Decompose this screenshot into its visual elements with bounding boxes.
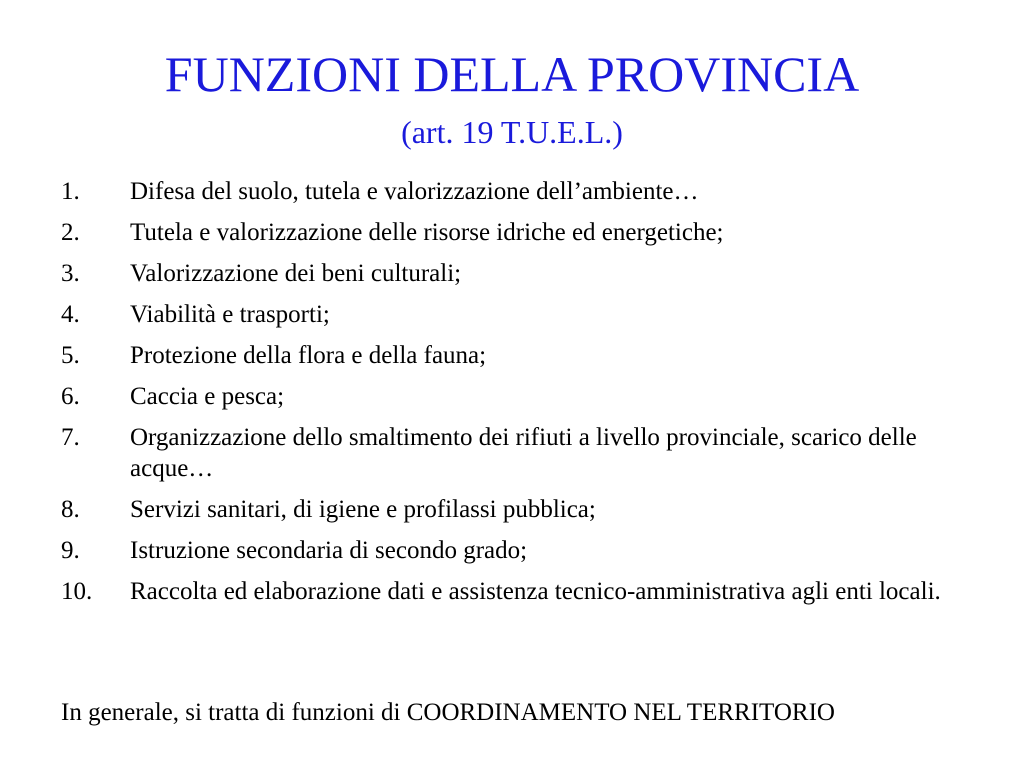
footer-note: In generale, si tratta di funzioni di COORDINAMENTO NEL TERRITORIO xyxy=(61,699,835,726)
list-item-number: 7. xyxy=(61,424,80,451)
list-item xyxy=(61,381,981,412)
list-item-number: 8. xyxy=(61,496,80,523)
list-item-number: 3. xyxy=(61,260,80,287)
list-item-text: Difesa del suolo, tutela e valorizzazione dell’ambiente… xyxy=(130,178,699,205)
list-item-text: Valorizzazione dei beni culturali; xyxy=(130,260,462,287)
list-item-text: Raccolta ed elaborazione dati e assistenza tecnico-amministrativa agli enti locali. xyxy=(130,578,941,605)
list-item xyxy=(61,494,981,525)
list-item-text: Servizi sanitari, di igiene e profilassi pubblica; xyxy=(130,496,596,523)
list-item-number: 4. xyxy=(61,301,80,328)
list-item-number: 1. xyxy=(61,178,80,205)
list-item-number: 5. xyxy=(61,342,80,369)
list-item-text: Istruzione secondaria di secondo grado; xyxy=(130,537,528,564)
functions-list xyxy=(61,176,981,617)
list-item xyxy=(61,258,981,289)
list-item-number: 6. xyxy=(61,383,80,410)
list-item xyxy=(61,422,981,484)
list-item-number: 10. xyxy=(61,578,93,605)
list-item-text: Caccia e pesca; xyxy=(130,383,285,410)
slide-subtitle: (art. 19 T.U.E.L.) xyxy=(401,114,623,150)
list-item xyxy=(61,299,981,330)
list-item xyxy=(61,176,981,207)
list-item xyxy=(61,217,981,248)
list-item xyxy=(61,340,981,371)
list-item xyxy=(61,535,981,566)
slide-title: FUNZIONI DELLA PROVINCIA xyxy=(164,46,860,102)
list-item-number: 2. xyxy=(61,219,80,246)
list-item-text: Tutela e valorizzazione delle risorse idriche ed energetiche; xyxy=(130,219,724,246)
list-item xyxy=(61,576,981,607)
list-item-text: Viabilità e trasporti; xyxy=(130,301,330,328)
list-item-text: Protezione della flora e della fauna; xyxy=(130,342,487,369)
list-item-text: Organizzazione dello smaltimento dei rifiuti a livello provinciale, scarico delle acque… xyxy=(130,424,917,482)
list-item-number: 9. xyxy=(61,537,80,564)
